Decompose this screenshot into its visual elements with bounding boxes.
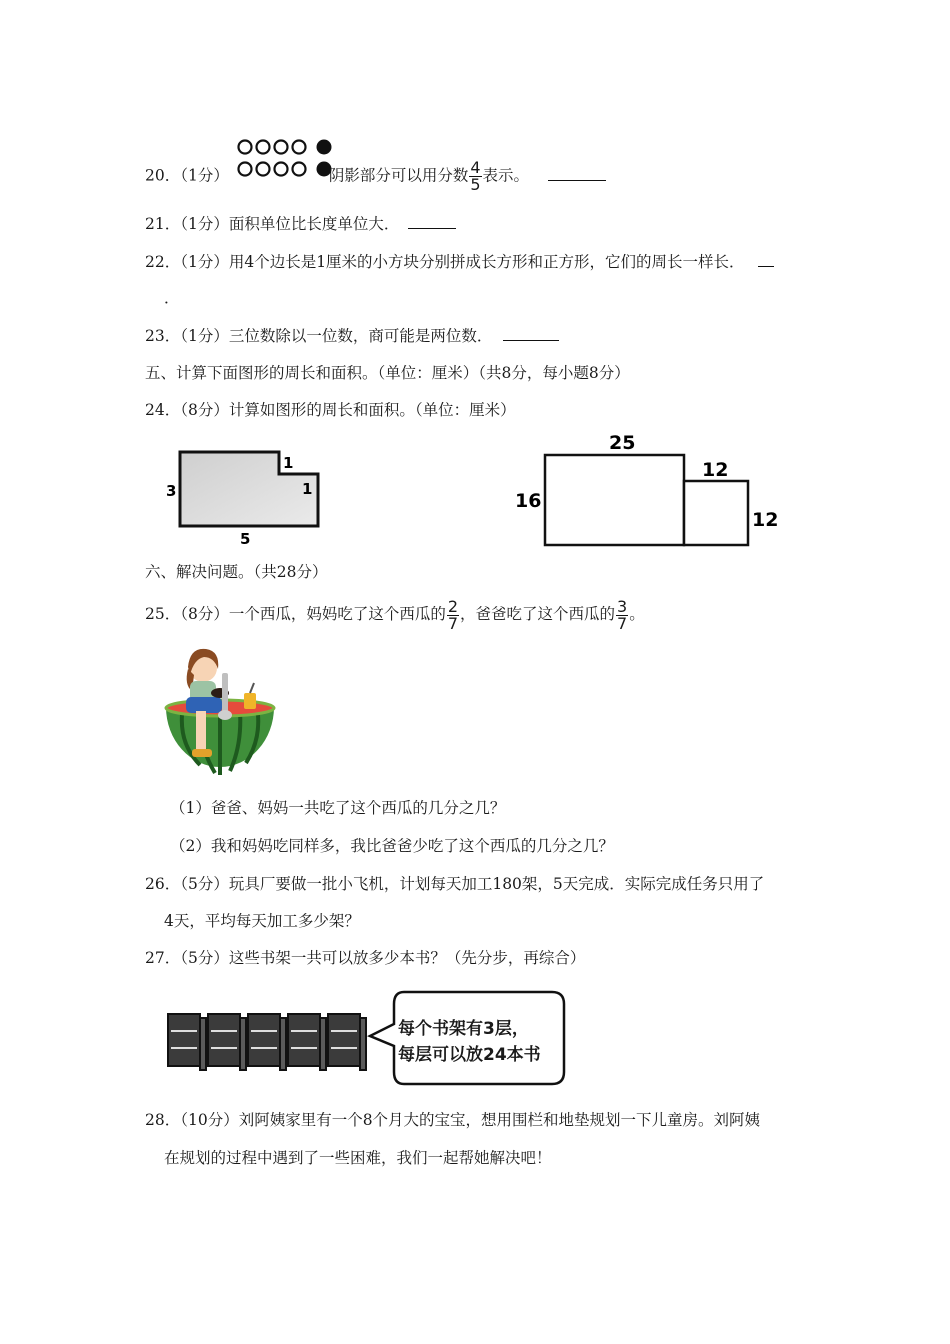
label-25: 25 bbox=[609, 432, 636, 454]
section-6-heading: 六、解决问题。（共28分） bbox=[145, 563, 328, 581]
answer-blank-22[interactable] bbox=[758, 252, 774, 267]
label-1-top: 1 bbox=[283, 454, 294, 472]
question-25-sub1: （1）爸爸、妈妈一共吃了这个西瓜的几分之几？ bbox=[170, 799, 506, 817]
figure-24a bbox=[160, 440, 340, 548]
fraction-3-7: $\frac{3}{7}$ bbox=[617, 596, 628, 633]
question-25-sub2: （2）我和妈妈吃同样多，我比爸爸少吃了这个西瓜的几分之几？ bbox=[170, 837, 614, 855]
label-12-top: 12 bbox=[702, 459, 729, 481]
answer-blank-21[interactable] bbox=[408, 214, 456, 229]
fraction-4-5: $\frac{4}{5}$ bbox=[470, 158, 481, 194]
question-28-line2: 在规划的过程中遇到了一些困难，我们一起帮她解决吧！ bbox=[164, 1149, 552, 1167]
question-20: 20．（1分） 阴影部分可以用分数 $\frac{4}{5}$ 表示。 bbox=[145, 160, 606, 193]
bubble-text-line2: 每层可以放24本书 bbox=[398, 1045, 541, 1065]
bubble-text-line1: 每个书架有3层， bbox=[398, 1019, 529, 1039]
label-3: 3 bbox=[166, 482, 177, 500]
question-25: 25．（8分）一个西瓜，妈妈吃了这个西瓜的 $\frac{2}{7}$ ，爸爸吃了这个西瓜的 $\frac{3}{7}$ 。 bbox=[145, 596, 645, 633]
question-22: 22．（1分）用4个边长是1厘米的小方块分别拼成长方形和正方形，它们的周长一样长． bbox=[145, 252, 774, 272]
label-16: 16 bbox=[515, 490, 542, 512]
figure-24b bbox=[505, 428, 795, 553]
question-26-line2: 4天，平均每天加工多少架？ bbox=[164, 912, 360, 930]
question-27: 27．（5分）这些书架一共可以放多少本书？（先分步，再综合） bbox=[145, 949, 586, 967]
question-21: 21．（1分）面积单位比长度单位大． bbox=[145, 214, 456, 234]
section-5-heading: 五、计算下面图形的周长和面积。（单位：厘米）（共8分，每小题8分） bbox=[145, 364, 630, 382]
answer-blank-20[interactable] bbox=[548, 166, 606, 181]
fraction-2-7: $\frac{2}{7}$ bbox=[447, 596, 459, 633]
question-24: 24．（8分）计算如图形的周长和面积。（单位：厘米） bbox=[145, 401, 516, 419]
watermelon-girl-illustration bbox=[160, 645, 280, 780]
label-5: 5 bbox=[240, 530, 251, 548]
bookshelves-illustration bbox=[164, 1008, 374, 1072]
question-22-tail: ． bbox=[164, 289, 180, 307]
question-26-line1: 26．（5分）玩具厂要做一批小飞机，计划每天加工180架，5天完成．实际完成任务只用了 bbox=[145, 875, 765, 893]
question-23: 23．（1分）三位数除以一位数，商可能是两位数． bbox=[145, 326, 559, 346]
answer-blank-23[interactable] bbox=[503, 326, 559, 341]
question-28-line1: 28．（10分）刘阿姨家里有一个8个月大的宝宝，想用围栏和地垫规划一下儿童房。刘阿姨 bbox=[145, 1111, 761, 1129]
label-1-right: 1 bbox=[302, 480, 313, 498]
label-12-right: 12 bbox=[752, 509, 779, 531]
